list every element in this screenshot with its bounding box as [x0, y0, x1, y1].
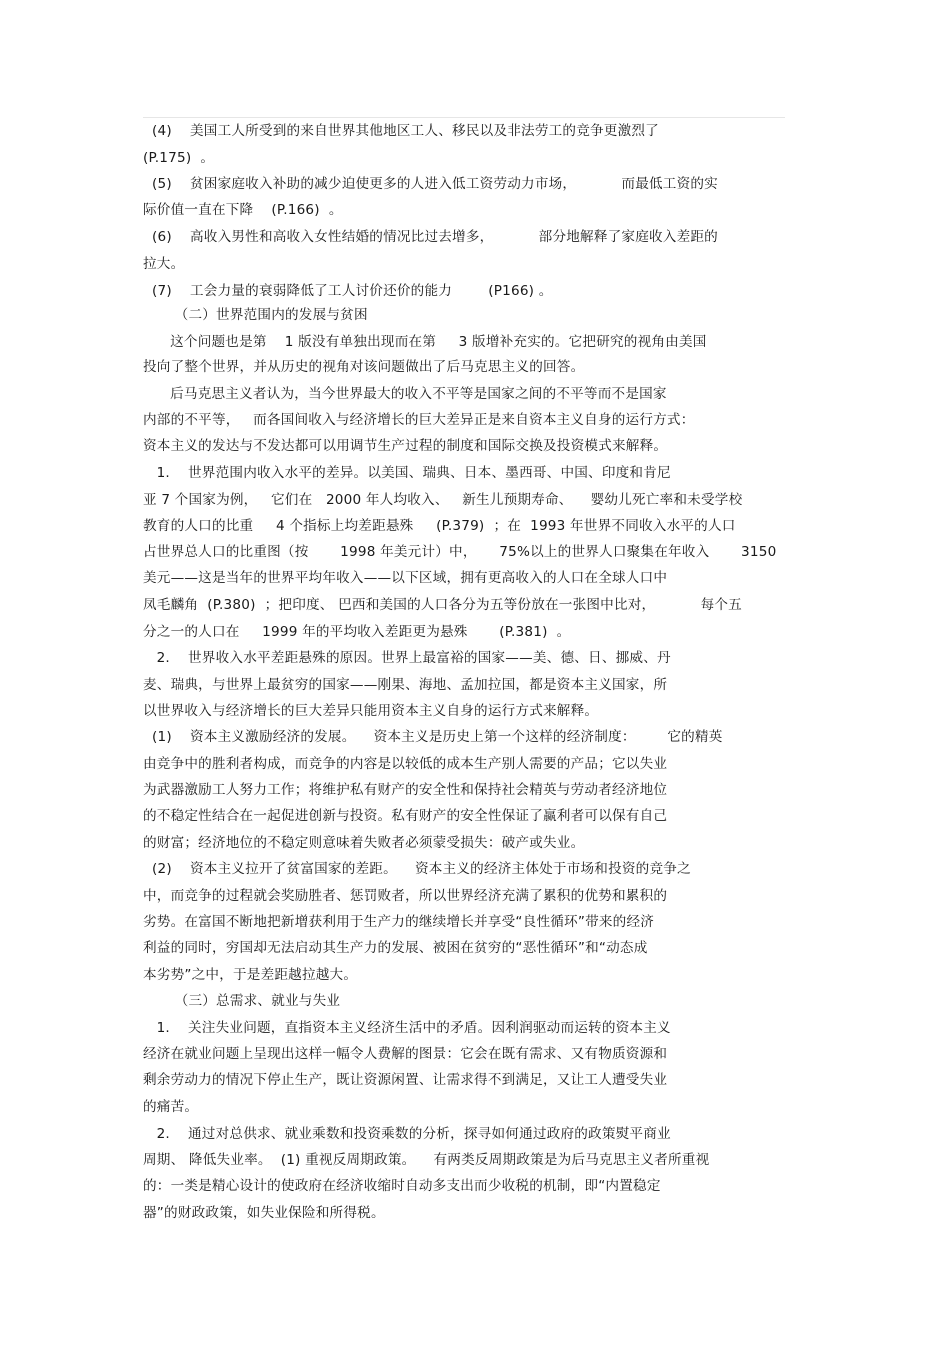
section-heading: （三）总需求、就业与失业 — [143, 993, 341, 1009]
text-line: 内部的不平等， 而各国间收入与经济增长的巨大差异正是来自资本主义自身的运行方式： — [143, 412, 695, 428]
text-line: (2) 资本主义拉开了贫富国家的差距。 资本主义的经济主体处于市场和投资的竞争之 — [143, 861, 691, 877]
text-line: 剩余劳动力的情况下停止生产，既让资源闲置、让需求得不到满足，又让工人遭受失业 — [143, 1072, 668, 1088]
text-line: 的：一类是精心设计的使政府在经济收缩时自动多支出而少收税的机制，即“内置稳定 — [143, 1178, 661, 1194]
text-line: 2. 世界收入水平差距悬殊的原因。世界上最富裕的国家——美、德、日、挪威、丹 — [143, 650, 671, 666]
text-line: 拉大。 — [143, 256, 185, 272]
text-line: 亚 7 个国家为例， 它们在 2000 年人均收入、 新生儿预期寿命、 婴幼儿死亡率和未受学校 — [143, 492, 743, 508]
section-heading: （二）世界范围内的发展与贫困 — [143, 307, 368, 323]
text-line: 1. 关注失业问题，直指资本主义经济生活中的矛盾。因利润驱动而运转的资本主义 — [143, 1020, 671, 1036]
text-line: 中，而竞争的过程就会奖励胜者、惩罚败者，所以世界经济充满了累积的优势和累积的 — [143, 888, 668, 904]
text-line: 劣势。在富国不断地把新增获利用于生产力的继续增长并享受“良性循环”带来的经济 — [143, 914, 655, 930]
text-line: 麦、瑞典，与世界上最贫穷的国家——刚果、海地、孟加拉国，都是资本主义国家，所 — [143, 677, 668, 693]
header-rule — [143, 117, 785, 118]
text-line: (P.175) 。 — [143, 150, 215, 166]
text-line: 器”的财政政策，如失业保险和所得税。 — [143, 1205, 385, 1221]
text-line: 2. 通过对总供求、就业乘数和投资乘数的分析，探寻如何通过政府的政策熨平商业 — [143, 1126, 671, 1142]
text-line: 经济在就业问题上呈现出这样一幅令人费解的图景：它会在既有需求、又有物质资源和 — [143, 1046, 668, 1062]
text-line: 占世界总人口的比重图（按 1998 年美元计）中， 75%以上的世界人口聚集在年收入 3150 — [143, 544, 777, 560]
text-line: 为武器激励工人努力工作；将维护私有财产的安全性和保持社会精英与劳动者经济地位 — [143, 782, 668, 798]
text-line: 周期、 降低失业率。 (1) 重视反周期政策。 有两类反周期政策是为后马克思主义者所重视 — [143, 1152, 710, 1168]
text-line: 凤毛麟角 (P.380) ；把印度、 巴西和美国的人口各分为五等份放在一张图中比对， 每个五 — [143, 597, 742, 613]
text-line: (1) 资本主义激励经济的发展。 资本主义是历史上第一个这样的经济制度： 它的精英 — [143, 729, 723, 745]
text-line: 美元——这是当年的世界平均年收入——以下区域，拥有更高收入的人口在全球人口中 — [143, 570, 668, 586]
text-line: 的不稳定性结合在一起促进创新与投资。私有财产的安全性保证了赢利者可以保有自己 — [143, 808, 668, 824]
text-line: 由竞争中的胜利者构成，而竞争的内容是以较低的成本生产别人需要的产品；它以失业 — [143, 756, 668, 772]
text-line: 后马克思主义者认为，当今世界最大的收入不平等是国家之间的不平等而不是国家 — [143, 386, 667, 402]
text-line: 本劣势”之中，于是差距越拉越大。 — [143, 967, 358, 983]
text-line: 以世界收入与经济增长的巨大差异只能用资本主义自身的运行方式来解释。 — [143, 703, 599, 719]
text-line: 1. 世界范围内收入水平的差异。以美国、瑞典、日本、墨西哥、中国、印度和肯尼 — [143, 465, 671, 481]
text-line: 投向了整个世界，并从历史的视角对该问题做出了后马克思主义的回答。 — [143, 359, 585, 375]
text-line: 的财富；经济地位的不稳定则意味着失败者必须蒙受损失：破产或失业。 — [143, 835, 585, 851]
text-line: 教育的人口的比重 4 个指标上均差距悬殊 (P.379) ；在 1993 年世界不同收入水平的人口 — [143, 518, 736, 534]
text-line: (4) 美国工人所受到的来自世界其他地区工人、移民以及非法劳工的竞争更激烈了 — [143, 123, 659, 139]
text-line: (6) 高收入男性和高收入女性结婚的情况比过去增多， 部分地解释了家庭收入差距的 — [143, 229, 718, 245]
text-line: 利益的同时，穷国却无法启动其生产力的发展、被困在贫穷的“恶性循环”和“动态成 — [143, 940, 648, 956]
text-line: 这个问题也是第 1 版没有单独出现而在第 3 版增补充实的。它把研究的视角由美国 — [143, 334, 707, 350]
text-line: 的痛苦。 — [143, 1099, 199, 1115]
text-line: (7) 工会力量的衰弱降低了工人讨价还价的能力 (P166) 。 — [143, 283, 553, 299]
text-line: 分之一的人口在 1999 年的平均收入差距更为悬殊 (P.381) 。 — [143, 624, 571, 640]
text-line: (5) 贫困家庭收入补助的减少迫使更多的人进入低工资劳动力市场， 而最低工资的实 — [143, 176, 718, 192]
text-line: 资本主义的发达与不发达都可以用调节生产过程的制度和国际交换及投资模式来解释。 — [143, 438, 668, 454]
text-line: 际价值一直在下降 (P.166) 。 — [143, 202, 343, 218]
